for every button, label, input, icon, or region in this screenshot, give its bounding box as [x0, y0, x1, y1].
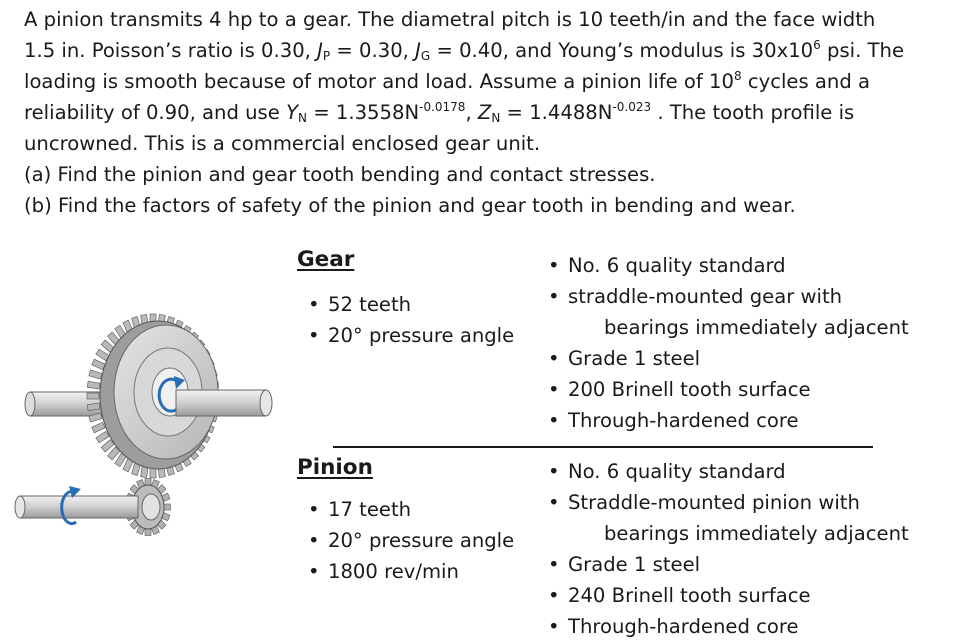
list-item: • 1800 rev/min — [300, 556, 514, 587]
gear-basic-list — [300, 289, 514, 351]
problem-part-b: (b) Find the factors of safety of the pinion and gear tooth in bending and wear. — [24, 194, 796, 217]
list-item: • straddle-mounted gear with bearings immediately adjacent — [540, 281, 909, 343]
problem-part-a: (a) Find the pinion and gear tooth bending and contact stresses. — [24, 163, 656, 186]
gear-and-pinion-drawing — [8, 300, 293, 540]
list-item: • Straddle-mounted pinion with bearings immediately adjacent — [540, 487, 909, 549]
pinion-spec-list — [540, 456, 909, 642]
gear-heading: Gear — [297, 247, 355, 272]
list-item: • 17 teeth — [300, 494, 514, 525]
list-item: • No. 6 quality standard — [540, 250, 909, 281]
list-item: • Through-hardened core — [540, 611, 909, 642]
problem-line-4: reliability of 0.90, and use $Y_N = 1.3558N^{-0.0178}$, $Z_N = 1.4488N^{-0.023}$ . The tooth profile is — [24, 100, 855, 125]
pinion-basic-list — [300, 494, 514, 587]
gear-spec-list — [540, 250, 909, 436]
list-item: • 20° pressure angle — [300, 525, 514, 556]
list-item: • Grade 1 steel — [540, 343, 909, 374]
list-item: • 20° pressure angle — [300, 320, 514, 351]
pinion-heading: Pinion — [297, 455, 373, 480]
pinion-shaft — [15, 496, 138, 518]
problem-line-2: 1.5 in. Poisson’s ratio is 0.30, $J_P = 0.30$, $J_G = 0.40$, and Young’s modulus is $30x10^6$ psi. The — [24, 38, 904, 63]
gear-shaft-right — [176, 390, 272, 416]
problem-line-5: uncrowned. This is a commercial enclosed gear unit. — [24, 132, 541, 155]
list-item: • No. 6 quality standard — [540, 456, 909, 487]
problem-line-1: A pinion transmits 4 hp to a gear. The diametral pitch is 10 teeth/in and the face width — [24, 8, 876, 31]
list-item: • 240 Brinell tooth surface — [540, 580, 909, 611]
list-item: • 200 Brinell tooth surface — [540, 374, 909, 405]
problem-line-3: loading is smooth because of motor and load. Assume a pinion life of $10^8$ cycles and a — [24, 69, 871, 93]
list-item: • Through-hardened core — [540, 405, 909, 436]
problem-statement — [24, 4, 954, 221]
section-divider — [333, 446, 873, 448]
list-item: • 52 teeth — [300, 289, 514, 320]
list-item: • Grade 1 steel — [540, 549, 909, 580]
